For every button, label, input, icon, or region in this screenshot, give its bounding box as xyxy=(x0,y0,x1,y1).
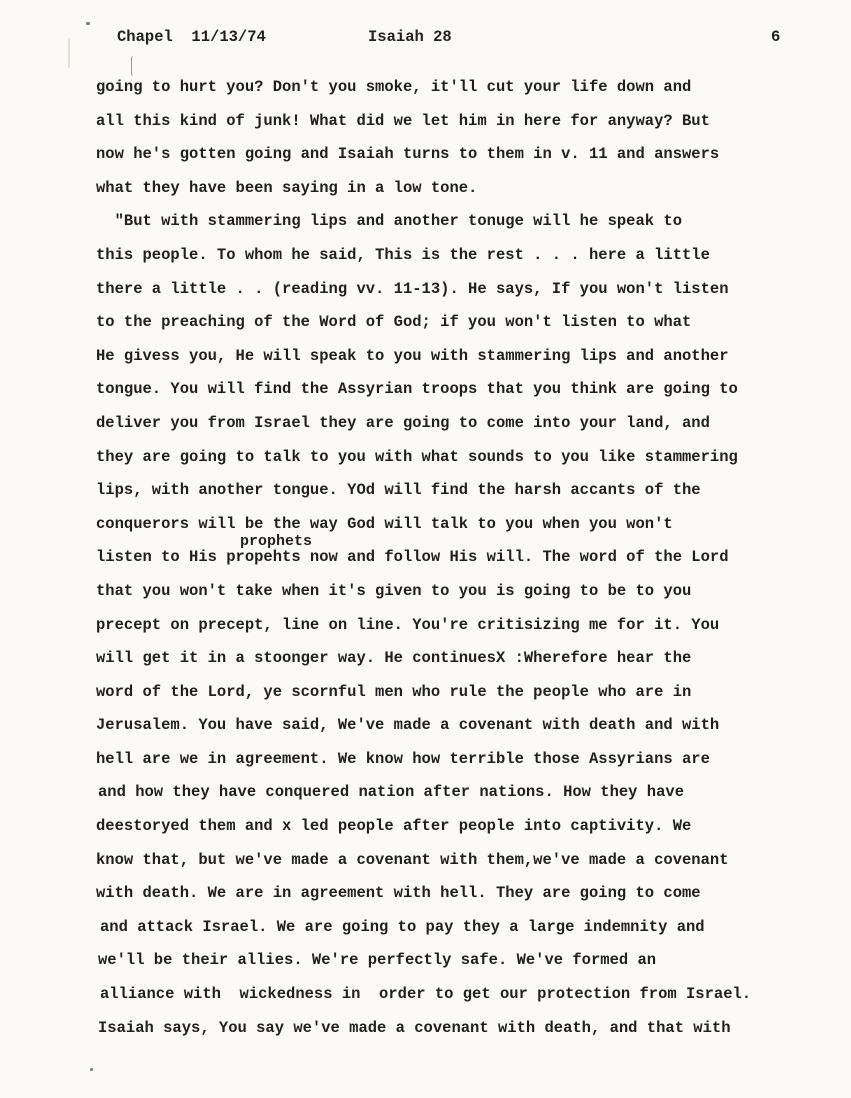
text-line: lips, with another tongue. YOd will find the harsh accants of the xyxy=(96,481,701,500)
text-line: hell are we in agreement. We know how terrible those Assyrians are xyxy=(96,749,710,768)
text-line: now he's gotten going and Isaiah turns to them in v. 11 and answers xyxy=(96,145,720,164)
text-line: that you won't take when it's given to you is going to be to you xyxy=(96,581,692,600)
text-line: Isaiah says, You say we've made a covenant with death, and that with xyxy=(98,1018,731,1037)
handwritten-insertion: prophets xyxy=(240,533,313,550)
text-line: conquerors will be the way God will talk to you when you won't xyxy=(96,514,673,533)
text-line: precept on precept, line on line. You're critisizing me for it. You xyxy=(96,615,720,634)
text-line: going to hurt you? Don't you smoke, it'll cut your life down and xyxy=(96,78,692,96)
text-line: to the preaching of the Word of God; if you won't listen to what xyxy=(96,313,692,332)
text-line: listen to His propehts now and follow His will. The word of the Lord xyxy=(96,548,729,567)
text-line: alliance with wickedness in order to get our protection from Israel. xyxy=(100,985,752,1004)
header-scripture-reference: Isaiah 28 xyxy=(368,28,452,46)
text-line: Jerusalem. You have said, We've made a covenant with death and with xyxy=(96,716,720,735)
text-line: what they have been saying in a low tone. xyxy=(96,178,478,197)
text-line: will get it in a stoonger way. He continuesX :Wherefore hear the xyxy=(96,649,692,668)
ink-speck xyxy=(90,1068,93,1071)
text-line: this people. To whom he said, This is the rest . . . here a little xyxy=(96,245,710,264)
text-line: "But with stammering lips and another tonuge will he speak to xyxy=(96,212,682,231)
page-number: 6 xyxy=(771,28,781,46)
text-line: there a little . . (reading vv. 11-13). He says, If you won't listen xyxy=(96,279,729,298)
text-line: and attack Israel. We are going to pay they a large indemnity and xyxy=(100,917,705,936)
text-line: with death. We are in agreement with hell. They are going to come xyxy=(96,884,701,903)
pencil-mark xyxy=(131,56,136,76)
text-line: they are going to talk to you with what sounds to you like stammering xyxy=(96,447,738,466)
text-line: know that, but we've made a covenant with them,we've made a covenant xyxy=(96,850,729,869)
ink-speck xyxy=(86,22,90,25)
text-line: and how they have conquered nation after nations. How they have xyxy=(98,783,684,802)
header-date: Chapel 11/13/74 xyxy=(117,28,266,46)
text-line: tongue. You will find the Assyrian troops that you think are going to xyxy=(96,380,738,399)
text-line: deliver you from Israel they are going to come into your land, and xyxy=(96,413,710,432)
text-line: we'll be their allies. We're perfectly safe. We've formed an xyxy=(98,951,657,970)
text-line: all this kind of junk! What did we let him in here for anyway? But xyxy=(96,111,710,130)
text-line: deestoryed them and x led people after people into captivity. We xyxy=(96,817,692,836)
text-line: He givess you, He will speak to you with stammering lips and another xyxy=(96,346,729,365)
paper-crease xyxy=(68,38,70,68)
body-text xyxy=(96,76,816,1050)
text-line: word of the Lord, ye scornful men who rule the people who are in xyxy=(96,682,692,701)
